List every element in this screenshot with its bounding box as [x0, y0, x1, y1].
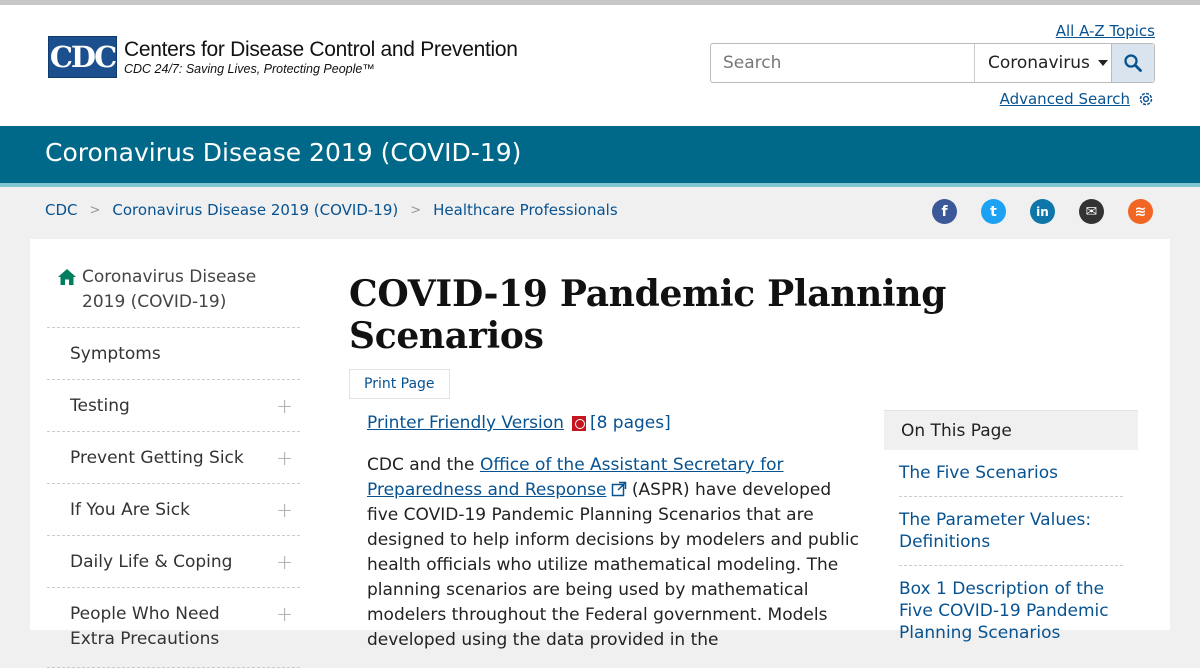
otp-link-five-scenarios[interactable]: The Five Scenarios [899, 450, 1123, 497]
expand-icon[interactable]: + [276, 550, 293, 574]
printer-friendly-link[interactable]: Printer Friendly Version [367, 413, 564, 433]
breadcrumb [45, 201, 618, 219]
sidebar-item-label: If You Are Sick [70, 499, 190, 520]
breadcrumb-separator: > [410, 202, 422, 218]
caret-down-icon [1098, 60, 1108, 66]
external-link-icon [611, 481, 627, 497]
sidebar-item-label: Prevent Getting Sick [70, 447, 244, 468]
intro-paragraph [367, 453, 867, 653]
page-count: [8 pages] [589, 413, 671, 433]
twitter-icon[interactable]: t [981, 199, 1006, 224]
otp-link-box1-description[interactable]: Box 1 Description of the Five COVID-19 Pandemic Planning Scenarios [899, 579, 1109, 643]
home-icon [57, 268, 77, 286]
expand-icon[interactable]: + [276, 498, 293, 522]
logo-title: Centers for Disease Control and Prevention [124, 37, 518, 61]
advanced-search [1000, 90, 1155, 108]
banner-title[interactable]: Coronavirus Disease 2019 (COVID-19) [45, 138, 522, 167]
search-button[interactable] [1111, 44, 1154, 82]
sidebar-item-extra-precautions[interactable] [47, 588, 300, 668]
on-this-page-heading: On This Page [884, 410, 1138, 450]
topic-banner [0, 126, 1200, 183]
sidebar-item-label: People Who Need Extra Precautions [70, 604, 220, 649]
printer-friendly-row [367, 411, 867, 436]
expand-icon[interactable]: + [276, 394, 293, 418]
breadcrumb-bar [0, 187, 1200, 239]
cdc-logo[interactable] [48, 34, 518, 80]
all-az-topics-link[interactable]: All A-Z Topics [1055, 22, 1155, 40]
expand-icon[interactable]: + [276, 602, 293, 626]
side-navigation [47, 265, 300, 668]
syndicate-icon[interactable]: ≋ [1128, 199, 1153, 224]
breadcrumb-separator: > [89, 202, 101, 218]
intro-text-after: (ASPR) have developed five COVID-19 Pandemic Planning Scenarios that are designed to help inform decisions by modelers and public health officials who utilize mathematical modeling. The planning scenarios are being used by mathematical modelers throughout the Federal government. Models developed using the data provided in the [367, 480, 859, 650]
sidebar-item-label: Symptoms [70, 343, 161, 364]
otp-link-parameter-values[interactable]: The Parameter Values: Definitions [899, 497, 1123, 566]
search-bar [710, 43, 1155, 83]
sidebar-item-prevent-getting-sick[interactable] [47, 432, 300, 484]
content-area [30, 239, 1170, 650]
facebook-icon[interactable]: f [932, 199, 957, 224]
breadcrumb-covid19[interactable]: Coronavirus Disease 2019 (COVID-19) [112, 201, 399, 219]
page-title: COVID-19 Pandemic Planning Scenarios [349, 273, 947, 357]
sidebar-home-label: Coronavirus Disease 2019 (COVID-19) [82, 267, 257, 312]
search-icon [1123, 53, 1143, 73]
sidebar-item-label: Daily Life & Coping [70, 551, 233, 572]
intro-text-before: CDC and the [367, 455, 480, 475]
main-header [349, 273, 1149, 399]
sidebar-item-symptoms[interactable] [47, 328, 300, 380]
cdc-logo-mark: CDC [48, 36, 117, 78]
linkedin-icon[interactable]: in [1030, 199, 1055, 224]
breadcrumb-cdc[interactable]: CDC [45, 201, 78, 219]
search-scope-dropdown[interactable] [975, 44, 1111, 82]
sidebar-item-testing[interactable] [47, 380, 300, 432]
search-input[interactable] [711, 44, 975, 82]
email-icon[interactable]: ✉ [1079, 199, 1104, 224]
gear-icon[interactable] [1137, 90, 1155, 108]
advanced-search-link[interactable]: Advanced Search [999, 90, 1130, 108]
search-scope-label: Coronavirus [988, 53, 1090, 73]
print-page-button[interactable]: Print Page [349, 369, 450, 399]
on-this-page-panel [884, 410, 1138, 656]
breadcrumb-healthcare-professionals[interactable]: Healthcare Professionals [433, 201, 618, 219]
sidebar-item-label: Testing [70, 395, 130, 416]
sidebar-item-daily-life-coping[interactable] [47, 536, 300, 588]
expand-icon[interactable]: + [276, 446, 293, 470]
aspr-link[interactable]: Office of the Assistant Secretary for Preparedness and Response [367, 455, 784, 500]
article-body [367, 411, 867, 653]
pdf-icon [572, 416, 586, 431]
sidebar-item-home[interactable] [47, 265, 300, 328]
social-share [932, 199, 1153, 224]
site-header [0, 5, 1200, 126]
logo-tagline: CDC 24/7: Saving Lives, Protecting People™ [124, 61, 375, 76]
sidebar-item-if-you-are-sick[interactable] [47, 484, 300, 536]
